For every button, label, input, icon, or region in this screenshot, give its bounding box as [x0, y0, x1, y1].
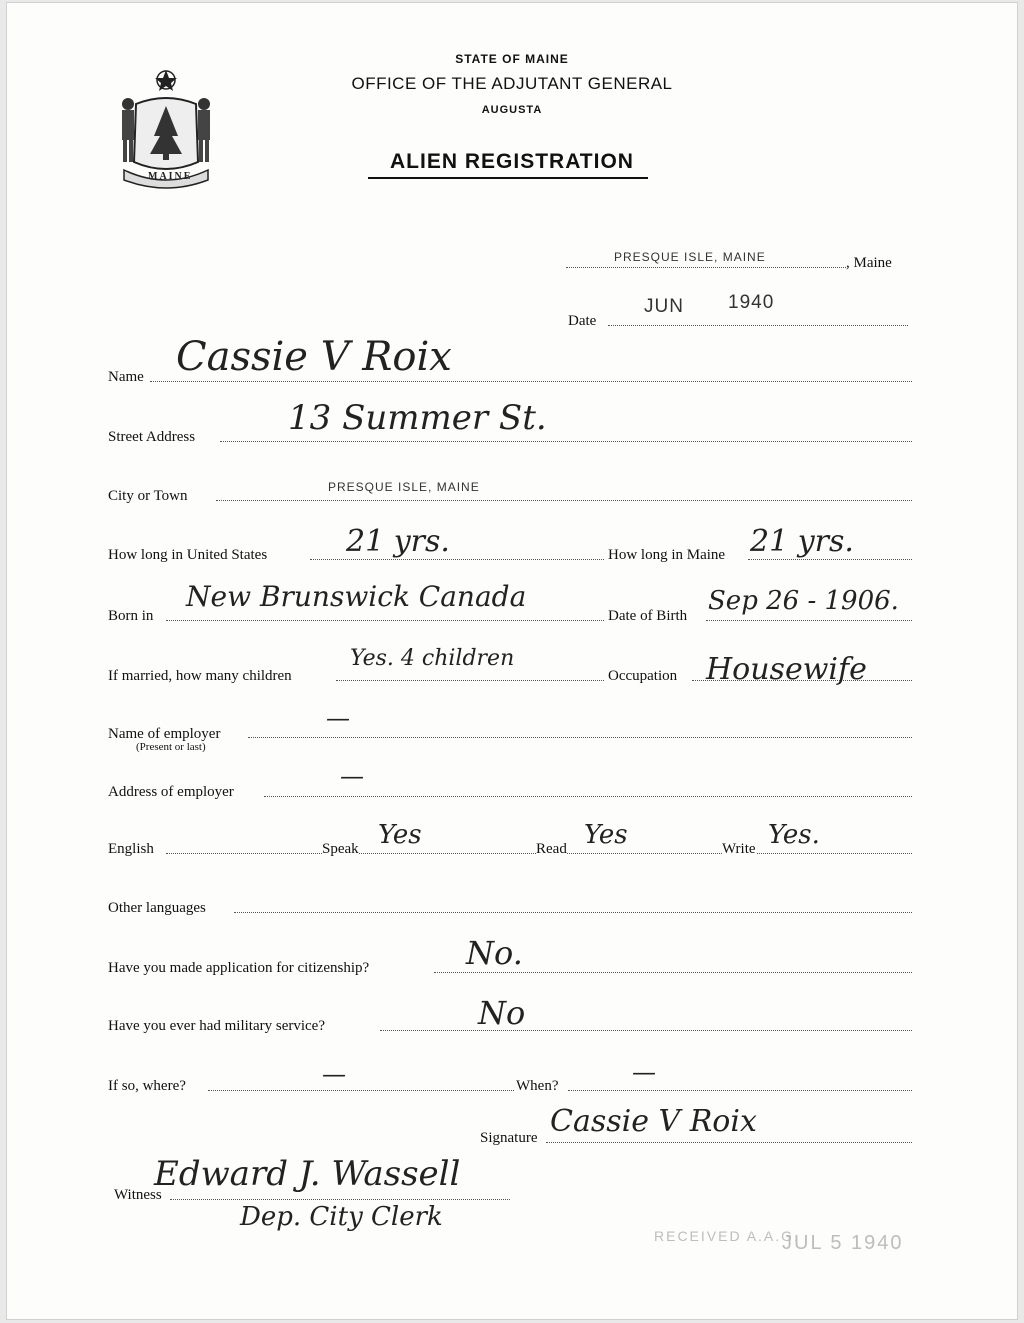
citizenship-value: No.: [466, 934, 523, 972]
born-in-label: Born in: [108, 608, 154, 624]
witness-value: Edward J. Wassell: [154, 1154, 461, 1194]
employer-name-value: —: [326, 704, 350, 732]
when-line: [568, 1090, 912, 1091]
location-suffix: , Maine: [846, 255, 892, 271]
witness-title: Dep. City Clerk: [240, 1202, 443, 1232]
how-long-us-line: [310, 559, 604, 560]
how-long-maine-label: How long in Maine: [608, 547, 726, 563]
title-underline: [368, 177, 648, 179]
employer-address-value: —: [340, 762, 364, 790]
read-label: Read: [536, 841, 567, 857]
location-stamp: PRESQUE ISLE, MAINE: [614, 250, 766, 264]
employer-name-sublabel: (Present or last): [136, 741, 206, 753]
where-label: If so, where?: [108, 1078, 186, 1094]
witness-label: Witness: [114, 1187, 162, 1203]
state-heading: STATE OF MAINE: [455, 52, 569, 66]
when-value: —: [632, 1058, 656, 1086]
where-line: [208, 1090, 514, 1091]
date-month-stamp: JUN: [644, 296, 684, 317]
speak-value: Yes: [378, 820, 422, 850]
employer-address-label: Address of employer: [108, 784, 234, 800]
name-label: Name: [108, 369, 144, 385]
other-languages-line: [234, 912, 912, 913]
employer-name-label: Name of employer: [108, 726, 221, 742]
children-label: If married, how many children: [108, 668, 292, 684]
received-stamp-date: JUL 5 1940: [782, 1232, 904, 1254]
location-line: [566, 267, 846, 268]
children-value: Yes. 4 children: [350, 646, 515, 671]
how-long-maine-line: [748, 559, 912, 560]
received-stamp: RECEIVED A.A.G.: [654, 1228, 800, 1244]
signature-value: Cassie V Roix: [550, 1104, 757, 1139]
speak-label: Speak: [322, 841, 359, 857]
military-line: [380, 1030, 912, 1031]
name-line: [150, 381, 912, 382]
registration-form: [6, 2, 1018, 1320]
date-line: [608, 325, 908, 326]
occupation-label: Occupation: [608, 668, 678, 684]
children-line: [336, 680, 604, 681]
seal-scroll-text: MAINE: [148, 171, 193, 182]
date-of-birth-value: Sep 26 - 1906.: [708, 586, 899, 616]
employer-address-line: [264, 796, 912, 797]
how-long-us-label: How long in United States: [108, 547, 268, 563]
military-label: Have you ever had military service?: [108, 1018, 325, 1034]
born-in-value: New Brunswick Canada: [186, 580, 527, 613]
date-of-birth-label: Date of Birth: [608, 608, 688, 624]
citizenship-line: [434, 972, 912, 973]
write-label: Write: [722, 841, 756, 857]
other-languages-label: Other languages: [108, 900, 206, 916]
military-value: No: [478, 994, 526, 1032]
read-value: Yes: [584, 820, 628, 850]
signature-label: Signature: [480, 1130, 538, 1146]
citizenship-label: Have you made application for citizenship?: [108, 960, 370, 976]
form-title: ALIEN REGISTRATION: [390, 150, 634, 173]
city-heading: AUGUSTA: [481, 104, 543, 116]
name-value: Cassie V Roix: [176, 334, 452, 380]
where-value: —: [322, 1060, 346, 1088]
how-long-us-value: 21 yrs.: [346, 524, 450, 559]
signature-line: [546, 1142, 912, 1143]
office-heading: OFFICE OF THE ADJUTANT GENERAL: [351, 74, 673, 93]
how-long-maine-value: 21 yrs.: [750, 524, 854, 559]
english-label: English: [108, 841, 154, 857]
date-of-birth-line: [706, 620, 912, 621]
when-label: When?: [516, 1078, 559, 1094]
city-value: PRESQUE ISLE, MAINE: [328, 480, 480, 494]
street-label: Street Address: [108, 429, 196, 445]
employer-name-line: [248, 737, 912, 738]
city-label: City or Town: [108, 488, 188, 504]
street-value: 13 Summer St.: [288, 398, 547, 438]
witness-line: [170, 1199, 510, 1200]
date-year-stamp: 1940: [728, 292, 775, 313]
date-label: Date: [568, 313, 597, 329]
street-line: [220, 441, 912, 442]
born-in-line: [166, 620, 604, 621]
occupation-value: Housewife: [706, 652, 867, 687]
city-line: [216, 500, 912, 501]
write-value: Yes.: [768, 820, 820, 850]
